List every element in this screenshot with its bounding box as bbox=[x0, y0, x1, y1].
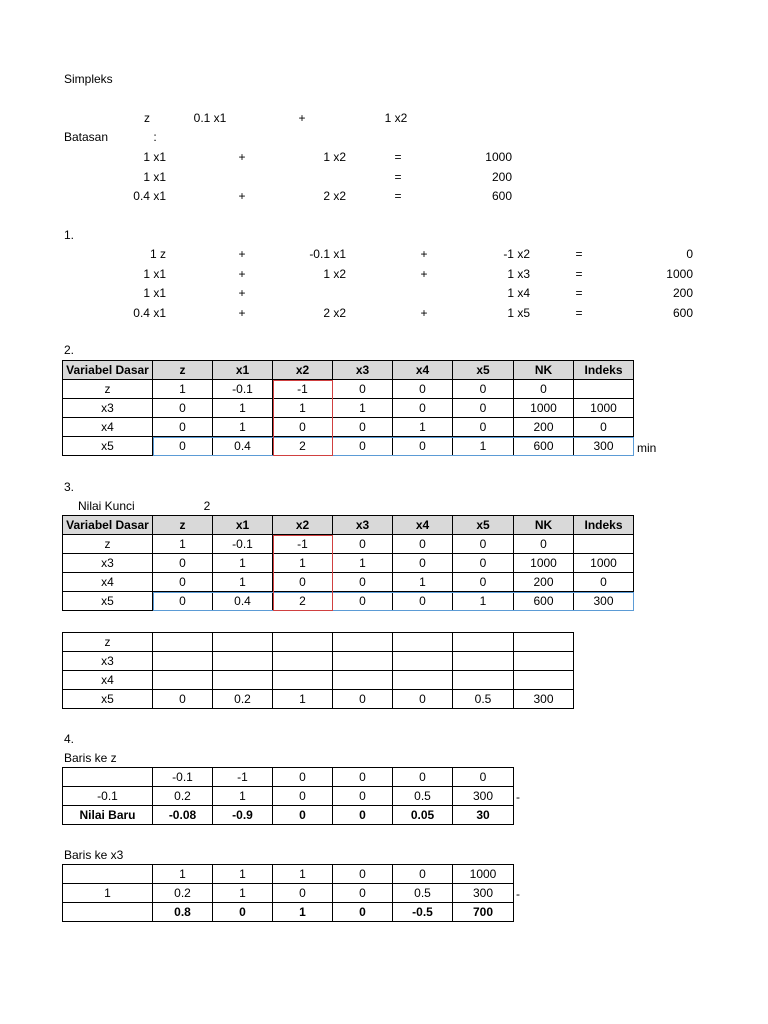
table-cell: 0 bbox=[273, 768, 333, 787]
table-cell bbox=[393, 652, 453, 671]
eq-term-b: -0.1 x1 bbox=[309, 247, 346, 261]
constraint-operator: + bbox=[238, 189, 246, 203]
table-cell: 0 bbox=[153, 437, 213, 456]
table-row bbox=[63, 671, 574, 690]
table-cell: 0 bbox=[153, 399, 213, 418]
table-cell: 0.5 bbox=[393, 787, 453, 806]
constraint-term-b: 1 x2 bbox=[323, 150, 346, 164]
table-cell: z bbox=[63, 380, 153, 399]
table-cell bbox=[213, 633, 273, 652]
step-2-label: 2. bbox=[64, 343, 75, 357]
table-cell: 0 bbox=[453, 399, 514, 418]
table-cell: 0 bbox=[453, 768, 514, 787]
eq-term-a: 1 x1 bbox=[143, 266, 166, 281]
table-cell: 0 bbox=[153, 592, 213, 611]
table-row bbox=[63, 592, 634, 611]
min-note: min bbox=[637, 441, 657, 455]
constraints-colon: : bbox=[153, 130, 157, 144]
table-cell: 1 bbox=[153, 380, 213, 399]
row-z-label: Baris ke z bbox=[64, 751, 117, 765]
table-cell: 0.8 bbox=[153, 903, 213, 922]
table-cell bbox=[273, 633, 333, 652]
table-cell: 1 bbox=[273, 865, 333, 884]
table-cell: 0 bbox=[213, 903, 273, 922]
table-cell: 0 bbox=[453, 418, 514, 437]
step-4-label: 4. bbox=[64, 732, 75, 746]
eq-operator-1: + bbox=[238, 305, 246, 320]
table-cell: 0 bbox=[333, 380, 393, 399]
table-cell: 1 bbox=[213, 787, 273, 806]
column-header: x5 bbox=[453, 516, 514, 535]
objective-term-1: 0.1 x1 bbox=[193, 111, 227, 125]
constraint-rhs: 200 bbox=[491, 169, 512, 184]
table-cell: 0 bbox=[333, 592, 393, 611]
column-header: x1 bbox=[213, 361, 273, 380]
table-cell: 1 bbox=[153, 535, 213, 554]
table-cell: 0 bbox=[453, 380, 514, 399]
table-cell: 600 bbox=[514, 437, 574, 456]
column-header: x3 bbox=[333, 516, 393, 535]
table-cell: 1 bbox=[213, 573, 273, 592]
table-cell bbox=[213, 652, 273, 671]
table-cell: 0 bbox=[393, 399, 453, 418]
table-cell bbox=[153, 633, 213, 652]
constraints-label: Batasan bbox=[64, 130, 109, 144]
table-cell: 0 bbox=[273, 884, 333, 903]
table-row bbox=[63, 437, 634, 456]
table-cell: -0.1 bbox=[63, 787, 153, 806]
constraint-term-b: 2 x2 bbox=[323, 189, 346, 203]
table-cell: 0 bbox=[273, 787, 333, 806]
table-cell: -1 bbox=[213, 768, 273, 787]
constraint-equals: = bbox=[394, 189, 402, 203]
table-cell bbox=[514, 671, 574, 690]
table-cell: 0 bbox=[333, 884, 393, 903]
step-1-label: 1. bbox=[64, 228, 75, 242]
eq-term-b: 2 x2 bbox=[323, 305, 346, 320]
column-header: x1 bbox=[213, 516, 273, 535]
table-cell: 0 bbox=[333, 865, 393, 884]
table-cell: 1 bbox=[273, 903, 333, 922]
table-cell: 0 bbox=[574, 418, 634, 437]
table-cell: 0 bbox=[453, 554, 514, 573]
table-header-row bbox=[63, 516, 634, 535]
table-cell bbox=[213, 671, 273, 690]
table-cell: 0 bbox=[453, 573, 514, 592]
eq-rhs: 0 bbox=[686, 247, 693, 261]
table-cell: 1000 bbox=[574, 554, 634, 573]
table-cell: 1 bbox=[213, 418, 273, 437]
table-cell: 1 bbox=[213, 399, 273, 418]
table-cell: 0 bbox=[273, 573, 333, 592]
table-cell: -0.9 bbox=[213, 806, 273, 825]
column-header: Indeks bbox=[574, 516, 634, 535]
table-row bbox=[63, 652, 574, 671]
table-cell bbox=[393, 671, 453, 690]
table-cell: 0 bbox=[333, 418, 393, 437]
column-header: x5 bbox=[453, 361, 514, 380]
table-cell bbox=[273, 671, 333, 690]
row-x3-table bbox=[62, 864, 514, 922]
table-cell: 0 bbox=[333, 903, 393, 922]
table-cell: -0.1 bbox=[153, 768, 213, 787]
tableau-step-3-new bbox=[62, 632, 574, 709]
row-z-minus: - bbox=[516, 790, 520, 804]
table-cell bbox=[453, 671, 514, 690]
table-cell: -0.1 bbox=[213, 535, 273, 554]
table-cell: x3 bbox=[63, 399, 153, 418]
eq-term-c: 1 x3 bbox=[507, 266, 530, 281]
table-cell: 1 bbox=[213, 554, 273, 573]
column-header: x2 bbox=[273, 516, 333, 535]
table-cell: 0.2 bbox=[153, 884, 213, 903]
objective-z: z bbox=[144, 111, 150, 125]
table-cell: 1000 bbox=[453, 865, 514, 884]
table-cell: 30 bbox=[453, 806, 514, 825]
table-cell: 0 bbox=[153, 690, 213, 709]
table-cell: 1 bbox=[213, 865, 273, 884]
table-cell: 0 bbox=[153, 554, 213, 573]
table-cell: x4 bbox=[63, 418, 153, 437]
table-cell bbox=[514, 652, 574, 671]
table-cell: 0.05 bbox=[393, 806, 453, 825]
table-cell: x4 bbox=[63, 671, 153, 690]
table-cell: 0 bbox=[393, 865, 453, 884]
table-row bbox=[63, 418, 634, 437]
table-cell bbox=[514, 633, 574, 652]
table-cell: 1 bbox=[333, 554, 393, 573]
table-cell: 0.5 bbox=[453, 690, 514, 709]
table-row bbox=[63, 884, 514, 903]
column-header: Indeks bbox=[574, 361, 634, 380]
table-row bbox=[63, 554, 634, 573]
eq-operator-2: + bbox=[420, 266, 428, 281]
table-cell bbox=[453, 652, 514, 671]
table-cell: 0 bbox=[393, 535, 453, 554]
table-row bbox=[63, 787, 514, 806]
table-cell: 0 bbox=[333, 787, 393, 806]
table-row bbox=[63, 380, 634, 399]
table-row bbox=[63, 633, 574, 652]
table-cell: 0.5 bbox=[393, 884, 453, 903]
eq-term-a: 1 x1 bbox=[143, 286, 166, 300]
eq-term-c: 1 x5 bbox=[507, 305, 530, 320]
table-cell: x5 bbox=[63, 592, 153, 611]
table-cell bbox=[333, 671, 393, 690]
eq-equals: = bbox=[575, 266, 583, 281]
table-row bbox=[63, 768, 514, 787]
table-cell: z bbox=[63, 633, 153, 652]
table-cell: -0.5 bbox=[393, 903, 453, 922]
column-header: x2 bbox=[273, 361, 333, 380]
table-cell bbox=[574, 380, 634, 399]
eq-rhs: 1000 bbox=[666, 266, 693, 281]
table-cell: 0 bbox=[153, 418, 213, 437]
tableau-step-3 bbox=[62, 515, 634, 611]
table-cell: 300 bbox=[574, 437, 634, 456]
eq-operator-2: + bbox=[420, 247, 428, 261]
table-cell: 0 bbox=[393, 592, 453, 611]
table-cell: 0 bbox=[393, 690, 453, 709]
constraint-rhs: 1000 bbox=[485, 150, 512, 164]
table-row bbox=[63, 399, 634, 418]
eq-operator-2: + bbox=[420, 305, 428, 320]
table-cell bbox=[63, 865, 153, 884]
table-cell: 1000 bbox=[574, 399, 634, 418]
table-cell bbox=[574, 535, 634, 554]
column-header: x4 bbox=[393, 516, 453, 535]
eq-operator-1: + bbox=[238, 286, 246, 300]
table-row bbox=[63, 903, 514, 922]
table-cell: 300 bbox=[574, 592, 634, 611]
table-cell: 0 bbox=[393, 554, 453, 573]
table-cell bbox=[333, 652, 393, 671]
table-cell: 300 bbox=[453, 787, 514, 806]
table-cell: x3 bbox=[63, 652, 153, 671]
table-cell: 200 bbox=[514, 573, 574, 592]
table-cell: -1 bbox=[273, 380, 333, 399]
table-cell: 2 bbox=[273, 592, 333, 611]
table-cell: x4 bbox=[63, 573, 153, 592]
table-cell: 300 bbox=[453, 884, 514, 903]
objective-plus: + bbox=[298, 111, 306, 125]
table-cell: 0 bbox=[393, 437, 453, 456]
table-cell: Nilai Baru bbox=[63, 806, 153, 825]
column-header: Variabel Dasar bbox=[63, 361, 153, 380]
table-cell: 0 bbox=[273, 418, 333, 437]
table-cell: 1000 bbox=[514, 554, 574, 573]
table-cell: 0 bbox=[514, 535, 574, 554]
table-cell: 0 bbox=[393, 768, 453, 787]
table-row bbox=[63, 690, 574, 709]
eq-equals: = bbox=[575, 305, 583, 320]
column-header: x3 bbox=[333, 361, 393, 380]
table-cell: 0 bbox=[333, 573, 393, 592]
table-cell: 1000 bbox=[514, 399, 574, 418]
table-cell: z bbox=[63, 535, 153, 554]
table-cell bbox=[153, 671, 213, 690]
table-cell: -0.08 bbox=[153, 806, 213, 825]
table-row bbox=[63, 573, 634, 592]
table-cell: 0 bbox=[393, 380, 453, 399]
table-cell: 0.4 bbox=[213, 437, 273, 456]
eq-operator-1: + bbox=[238, 247, 246, 261]
key-value: 2 bbox=[203, 499, 211, 513]
table-cell: 0.2 bbox=[153, 787, 213, 806]
table-cell: 200 bbox=[514, 418, 574, 437]
table-cell bbox=[153, 652, 213, 671]
table-cell: -1 bbox=[273, 535, 333, 554]
eq-term-c: -1 x2 bbox=[503, 247, 530, 261]
table-cell: 600 bbox=[514, 592, 574, 611]
row-x3-label: Baris ke x3 bbox=[64, 848, 124, 862]
table-cell bbox=[333, 633, 393, 652]
eq-equals: = bbox=[575, 286, 583, 300]
column-header: x4 bbox=[393, 361, 453, 380]
table-cell: 1 bbox=[453, 437, 514, 456]
constraint-term-a: 0.4 x1 bbox=[133, 189, 166, 203]
constraint-rhs: 600 bbox=[491, 189, 512, 203]
table-cell: 1 bbox=[393, 573, 453, 592]
table-cell: 0 bbox=[453, 535, 514, 554]
table-cell bbox=[393, 633, 453, 652]
table-cell: 1 bbox=[333, 399, 393, 418]
table-cell: 0 bbox=[514, 380, 574, 399]
row-z-table bbox=[62, 767, 514, 825]
table-row bbox=[63, 806, 514, 825]
key-value-label: Nilai Kunci bbox=[78, 499, 135, 513]
eq-operator-1: + bbox=[238, 266, 246, 281]
table-cell: 1 bbox=[453, 592, 514, 611]
row-x3-minus: - bbox=[516, 887, 520, 901]
eq-term-b: 1 x2 bbox=[323, 266, 346, 281]
table-cell: 300 bbox=[514, 690, 574, 709]
tableau-step-2 bbox=[62, 360, 634, 456]
eq-term-a: 0.4 x1 bbox=[133, 305, 166, 320]
column-header: z bbox=[153, 361, 213, 380]
table-cell: 0 bbox=[273, 806, 333, 825]
objective-term-2: 1 x2 bbox=[384, 111, 408, 125]
table-cell: 1 bbox=[393, 418, 453, 437]
table-cell bbox=[453, 633, 514, 652]
table-cell: 0 bbox=[153, 573, 213, 592]
table-cell: 2 bbox=[273, 437, 333, 456]
column-header: Variabel Dasar bbox=[63, 516, 153, 535]
table-cell: 1 bbox=[153, 865, 213, 884]
page-title: Simpleks bbox=[64, 72, 113, 86]
eq-term-c: 1 x4 bbox=[507, 286, 530, 300]
table-cell: 1 bbox=[273, 399, 333, 418]
constraint-operator: + bbox=[238, 150, 246, 164]
eq-term-a: 1 z bbox=[149, 247, 166, 261]
constraint-equals: = bbox=[394, 150, 402, 164]
table-cell: 0.2 bbox=[213, 690, 273, 709]
table-cell: x5 bbox=[63, 437, 153, 456]
table-cell: x5 bbox=[63, 690, 153, 709]
constraint-term-a: 1 x1 bbox=[143, 169, 166, 184]
constraint-equals: = bbox=[394, 169, 402, 184]
table-cell: 0.4 bbox=[213, 592, 273, 611]
table-cell bbox=[63, 903, 153, 922]
eq-rhs: 600 bbox=[672, 305, 693, 320]
eq-rhs: 200 bbox=[672, 286, 693, 300]
table-cell bbox=[63, 768, 153, 787]
table-cell: x3 bbox=[63, 554, 153, 573]
column-header: NK bbox=[514, 361, 574, 380]
table-row bbox=[63, 535, 634, 554]
table-cell: 0 bbox=[333, 806, 393, 825]
table-cell: 0 bbox=[333, 535, 393, 554]
table-cell: 1 bbox=[273, 554, 333, 573]
table-cell: -0.1 bbox=[213, 380, 273, 399]
column-header: z bbox=[153, 516, 213, 535]
eq-equals: = bbox=[575, 247, 583, 261]
constraint-term-a: 1 x1 bbox=[143, 150, 166, 164]
table-cell: 1 bbox=[273, 690, 333, 709]
table-cell: 700 bbox=[453, 903, 514, 922]
table-header-row bbox=[63, 361, 634, 380]
column-header: NK bbox=[514, 516, 574, 535]
table-row bbox=[63, 865, 514, 884]
table-cell: 0 bbox=[333, 768, 393, 787]
step-3-label: 3. bbox=[64, 480, 75, 494]
table-cell: 0 bbox=[574, 573, 634, 592]
table-cell bbox=[273, 652, 333, 671]
table-cell: 0 bbox=[333, 437, 393, 456]
table-cell: 1 bbox=[213, 884, 273, 903]
table-cell: 0 bbox=[333, 690, 393, 709]
table-cell: 1 bbox=[63, 884, 153, 903]
